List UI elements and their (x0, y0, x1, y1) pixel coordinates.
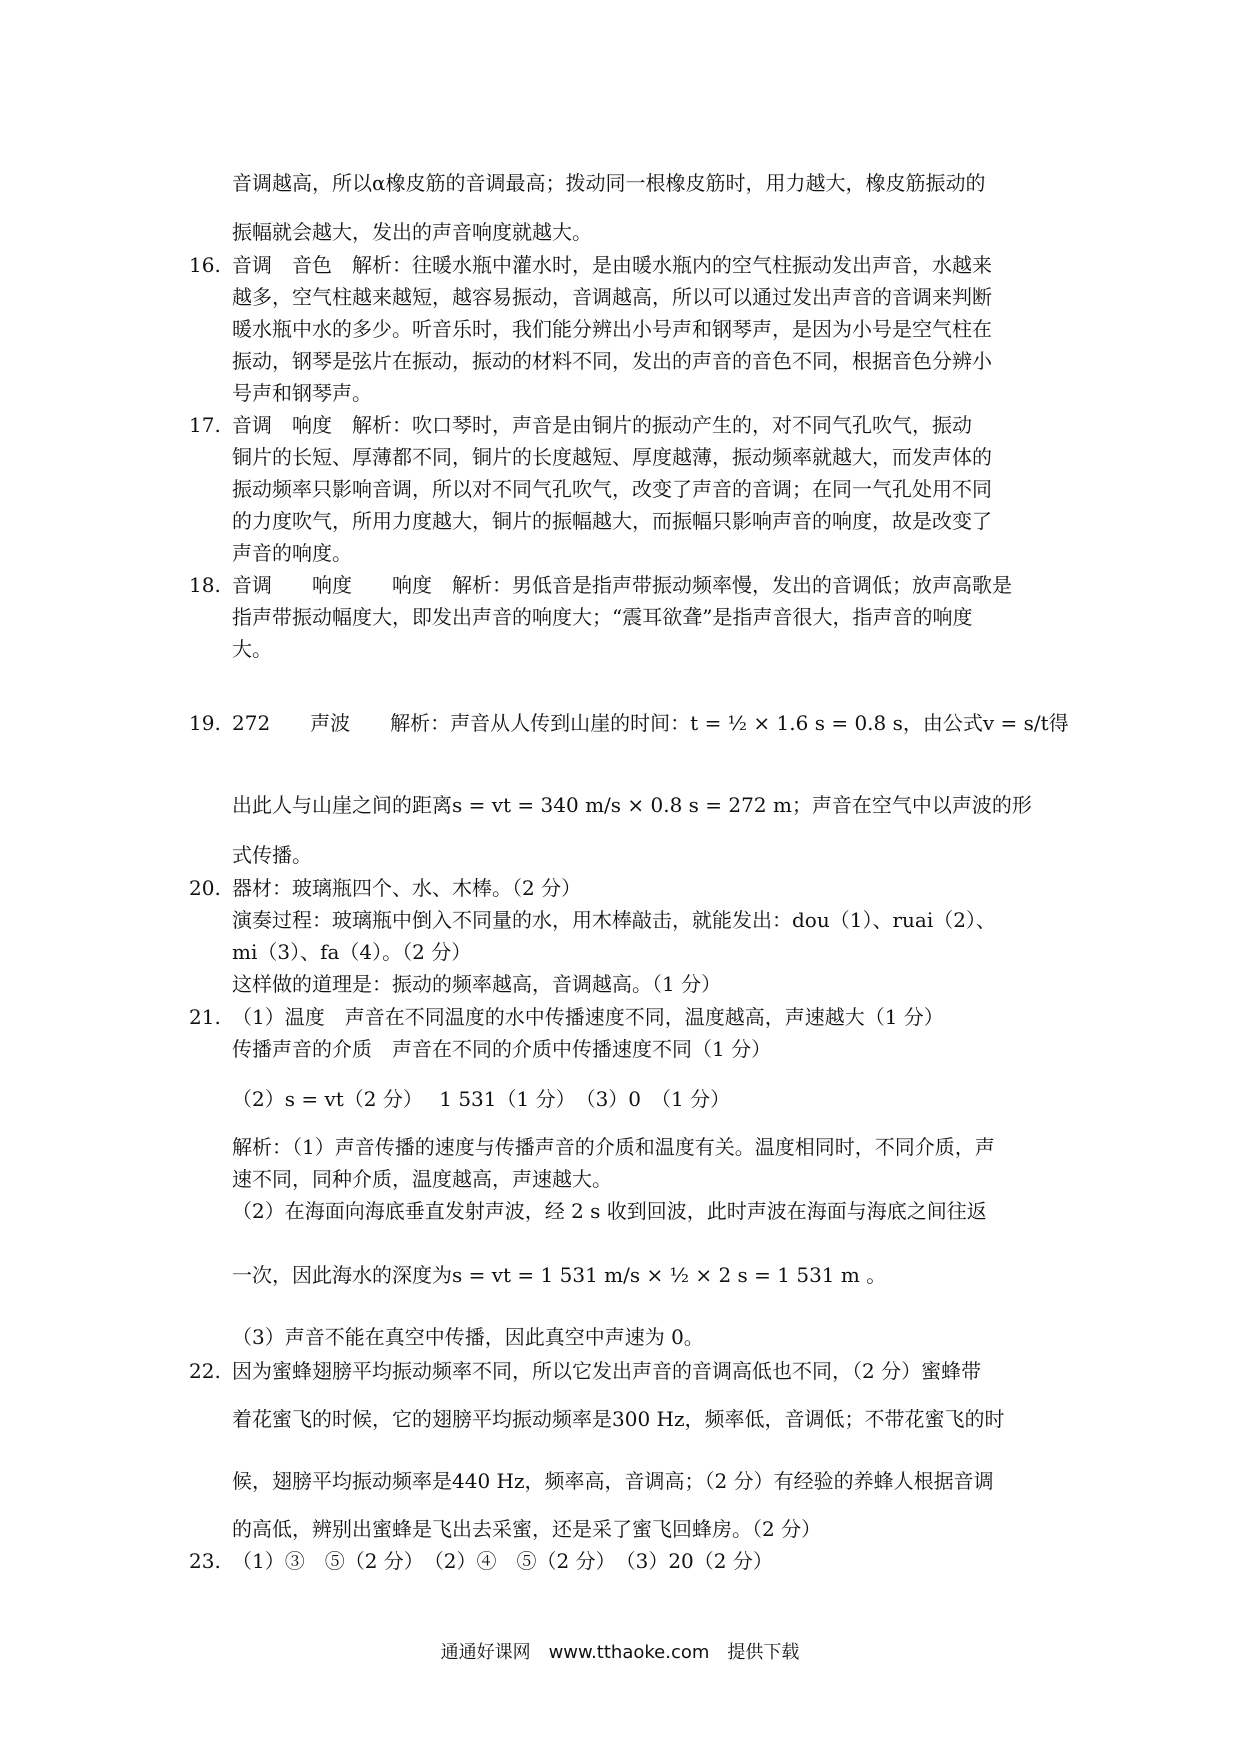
text-line: 的力度吹气，所用力度越大，铜片的振幅越大，而振幅只影响声音的响度，故是改变了 (232, 509, 992, 533)
text-line: 大。 (232, 637, 272, 661)
text-line: 器材：玻璃瓶四个、水、木棒。（2 分） (232, 876, 582, 900)
text-line: 越多，空气柱越来越短，越容易振动，音调越高，所以可以通过发出声音的音调来判断 (232, 285, 992, 309)
text-line: 速不同，同种介质，温度越高，声速越大。 (232, 1167, 612, 1191)
text-line: 候，翅膀平均振动频率是440 Hz，频率高，音调高；（2 分）有经验的养蜂人根据音调 (232, 1469, 994, 1493)
text-line: 声音的响度。 (232, 541, 352, 565)
item-number: 16. (189, 253, 221, 277)
text-line: 号声和钢琴声。 (232, 381, 372, 405)
text-line: 暖水瓶中水的多少。听音乐时，我们能分辨出小号声和钢琴声，是因为小号是空气柱在 (232, 317, 992, 341)
text-line: 振动频率只影响音调，所以对不同气孔吹气，改变了声音的音调；在同一气孔处用不同 (232, 477, 992, 501)
item-number: 18. (189, 573, 221, 597)
text-line: 铜片的长短、厚薄都不同，铜片的长度越短、厚度越薄，振动频率就越大，而发声体的 (232, 445, 992, 469)
text-line: 着花蜜飞的时候，它的翅膀平均振动频率是300 Hz，频率低，音调低；不带花蜜飞的时 (232, 1407, 1005, 1431)
text-line: 的高低，辨别出蜜蜂是飞出去采蜜，还是采了蜜飞回蜂房。（2 分） (232, 1517, 822, 1541)
text-line: （3）声音不能在真空中传播，因此真空中声速为 0。 (232, 1325, 704, 1349)
text-line: 指声带振动幅度大，即发出声音的响度大；“震耳欲聋”是指声音很大，指声音的响度 (232, 605, 973, 629)
item-number: 19. (189, 711, 221, 735)
text-line: 音调越高，所以α橡皮筋的音调最高；拨动同一根橡皮筋时，用力越大，橡皮筋振动的 (232, 171, 986, 195)
text-line: 音调 响度 响度 解析：男低音是指声带振动频率慢，发出的音调低；放声高歌是 (232, 573, 1012, 597)
text-line: 因为蜜蜂翅膀平均振动频率不同，所以它发出声音的音调高低也不同，（2 分）蜜蜂带 (232, 1359, 982, 1383)
text-line: 传播声音的介质 声音在不同的介质中传播速度不同（1 分） (232, 1037, 772, 1061)
text-line: 272 声波 解析：声音从人传到山崖的时间：t = ½ × 1.6 s = 0.8 s，由公式v = s/t得 (232, 711, 1069, 735)
text-line: 解析：（1）声音传播的速度与传播声音的介质和温度有关。温度相同时，不同介质，声 (232, 1135, 995, 1159)
text-line: 式传播。 (232, 843, 312, 867)
text-line: （2）在海面向海底垂直发射声波，经 2 s 收到回波，此时声波在海面与海底之间往返 (232, 1199, 987, 1223)
text-line: 一次，因此海水的深度为s = vt = 1 531 m/s × ½ × 2 s = 1 531 m 。 (232, 1263, 887, 1287)
item-number: 20. (189, 876, 221, 900)
item-number: 23. (189, 1549, 221, 1573)
item-number: 22. (189, 1359, 221, 1383)
item-number: 17. (189, 413, 221, 437)
text-line: 演奏过程：玻璃瓶中倒入不同量的水，用木棒敲击，就能发出：dou（1）、ruai（2）、 (232, 908, 996, 932)
text-line: 振幅就会越大，发出的声音响度就越大。 (232, 220, 592, 244)
text-line: 出此人与山崖之间的距离s = vt = 340 m/s × 0.8 s = 272 m；声音在空气中以声波的形 (232, 793, 1032, 817)
text-line: 这样做的道理是：振动的频率越高，音调越高。（1 分） (232, 972, 722, 996)
text-line: 音调 响度 解析：吹口琴时，声音是由铜片的振动产生的，对不同气孔吹气，振动 (232, 413, 972, 437)
page-footer: 通通好课网 www.tthaoke.com 提供下载 (440, 1642, 800, 1663)
text-line: （1）③ ⑤（2 分） （2）④ ⑤（2 分） （3）20（2 分） (232, 1549, 773, 1573)
text-line: （1）温度 声音在不同温度的水中传播速度不同，温度越高，声速越大（1 分） (232, 1005, 944, 1029)
text-line: 音调 音色 解析：往暖水瓶中灌水时，是由暖水瓶内的空气柱振动发出声音，水越来 (232, 253, 992, 277)
item-number: 21. (189, 1005, 221, 1029)
text-line: mi（3）、fa（4）。（2 分） (232, 940, 472, 964)
text-line: （2）s = vt（2 分） 1 531（1 分） （3）0 （1 分） (232, 1087, 731, 1111)
text-line: 振动，钢琴是弦片在振动，振动的材料不同，发出的声音的音色不同，根据音色分辨小 (232, 349, 992, 373)
